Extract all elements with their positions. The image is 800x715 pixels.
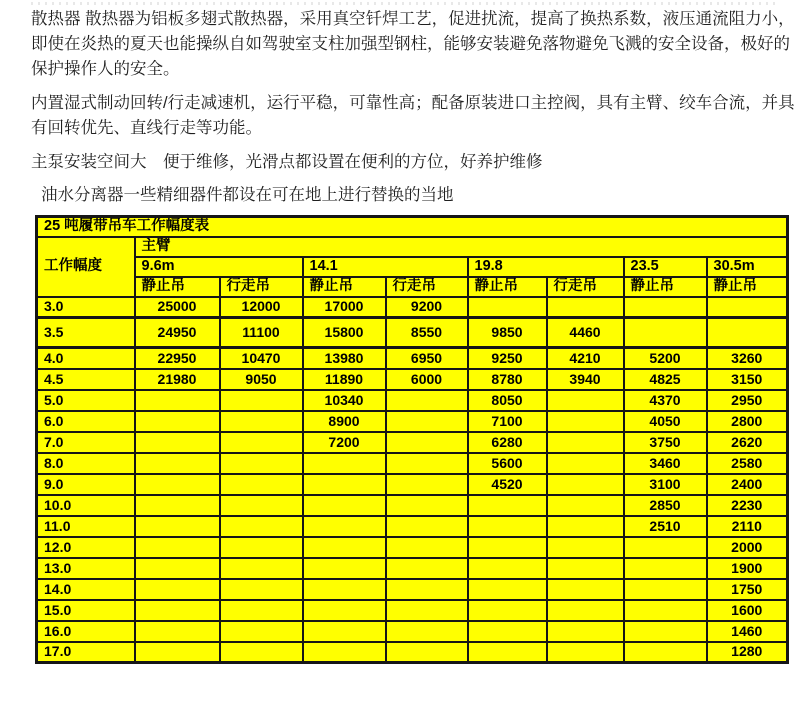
capacity-cell: 3100	[624, 474, 707, 495]
capacity-cell	[220, 474, 303, 495]
capacity-cell: 1600	[707, 600, 788, 621]
capacity-cell: 1460	[707, 621, 788, 642]
table-row	[37, 411, 788, 432]
boom-length-cell: 9.6m	[135, 257, 303, 277]
capacity-cell	[624, 642, 707, 663]
capacity-cell	[303, 474, 386, 495]
capacity-cell	[220, 642, 303, 663]
table-row	[37, 348, 788, 369]
capacity-cell: 13980	[303, 348, 386, 369]
capacity-cell: 2580	[707, 453, 788, 474]
capacity-cell: 4210	[547, 348, 624, 369]
capacity-cell: 9850	[468, 318, 547, 348]
capacity-cell: 25000	[135, 297, 220, 318]
capacity-cell	[547, 495, 624, 516]
table-title-cell: 25 吨履带吊车工作幅度表	[37, 217, 788, 237]
capacity-cell	[220, 411, 303, 432]
amplitude-cell: 3.5	[37, 318, 135, 348]
capacity-cell	[547, 579, 624, 600]
capacity-cell	[547, 474, 624, 495]
table-row	[37, 318, 788, 348]
capacity-cell: 4520	[468, 474, 547, 495]
capacity-cell	[547, 621, 624, 642]
capacity-cell	[303, 558, 386, 579]
capacity-cell: 7200	[303, 432, 386, 453]
capacity-cell	[707, 297, 788, 318]
capacity-cell	[303, 453, 386, 474]
capacity-cell: 2620	[707, 432, 788, 453]
capacity-cell: 21980	[135, 369, 220, 390]
boom-length-cell: 14.1	[303, 257, 468, 277]
capacity-cell	[220, 621, 303, 642]
capacity-cell	[386, 453, 468, 474]
amplitude-cell: 17.0	[37, 642, 135, 663]
capacity-cell: 8900	[303, 411, 386, 432]
capacity-cell: 1900	[707, 558, 788, 579]
capacity-cell	[624, 318, 707, 348]
table-row	[37, 237, 788, 257]
capacity-cell: 4050	[624, 411, 707, 432]
table-row	[37, 369, 788, 390]
main-boom-header-cell: 主臂	[135, 237, 788, 257]
capacity-cell	[547, 642, 624, 663]
capacity-cell: 3260	[707, 348, 788, 369]
amplitude-cell: 4.0	[37, 348, 135, 369]
hoist-type-cell: 静止吊	[135, 277, 220, 297]
capacity-cell	[386, 579, 468, 600]
capacity-cell	[468, 600, 547, 621]
capacity-cell	[707, 318, 788, 348]
amplitude-cell: 5.0	[37, 390, 135, 411]
capacity-cell: 6000	[386, 369, 468, 390]
capacity-cell: 22950	[135, 348, 220, 369]
capacity-cell	[624, 558, 707, 579]
amplitude-cell: 10.0	[37, 495, 135, 516]
capacity-cell: 3150	[707, 369, 788, 390]
capacity-cell: 2400	[707, 474, 788, 495]
capacity-cell: 2230	[707, 495, 788, 516]
paragraph-main-pump: 主泵安装空间大 便于维修，光滑点都设置在便利的方位，好养护维修	[31, 153, 543, 171]
table-row	[37, 642, 788, 663]
capacity-cell: 2510	[624, 516, 707, 537]
capacity-cell	[624, 537, 707, 558]
amplitude-header-cell: 工作幅度	[37, 237, 135, 297]
capacity-cell	[135, 516, 220, 537]
capacity-cell: 12000	[220, 297, 303, 318]
amplitude-cell: 12.0	[37, 537, 135, 558]
table-row	[37, 453, 788, 474]
boom-length-cell: 19.8	[468, 257, 624, 277]
capacity-cell	[303, 579, 386, 600]
capacity-cell	[547, 297, 624, 318]
capacity-cell	[303, 621, 386, 642]
capacity-cell	[135, 537, 220, 558]
table-row	[37, 390, 788, 411]
capacity-cell	[135, 495, 220, 516]
boom-length-cell: 23.5	[624, 257, 707, 277]
capacity-cell	[386, 390, 468, 411]
capacity-cell: 3940	[547, 369, 624, 390]
amplitude-cell: 13.0	[37, 558, 135, 579]
amplitude-cell: 16.0	[37, 621, 135, 642]
amplitude-cell: 9.0	[37, 474, 135, 495]
capacity-cell: 15800	[303, 318, 386, 348]
capacity-cell: 10470	[220, 348, 303, 369]
capacity-cell	[468, 516, 547, 537]
capacity-cell	[386, 516, 468, 537]
paragraph-radiator: 散热器 散热器为铝板多翅式散热器，采用真空钎焊工艺，促进扰流，提高了换热系数，液压通流阻力小，即使在炎热的夏天也能操纵自如驾驶室支柱加强型钢柱，能够安装避免落物避免飞溅的安全设备，极好的保护操作人的安全。	[31, 10, 795, 78]
capacity-cell	[135, 432, 220, 453]
capacity-cell	[386, 558, 468, 579]
capacity-cell: 5200	[624, 348, 707, 369]
hoist-type-cell: 行走吊	[547, 277, 624, 297]
capacity-cell	[547, 411, 624, 432]
capacity-cell	[135, 600, 220, 621]
table-row	[37, 558, 788, 579]
capacity-cell	[135, 579, 220, 600]
amplitude-cell: 14.0	[37, 579, 135, 600]
capacity-cell: 8050	[468, 390, 547, 411]
amplitude-cell: 6.0	[37, 411, 135, 432]
capacity-cell	[547, 432, 624, 453]
capacity-cell	[135, 642, 220, 663]
capacity-cell	[468, 558, 547, 579]
amplitude-cell: 15.0	[37, 600, 135, 621]
capacity-cell: 2800	[707, 411, 788, 432]
table-row	[37, 495, 788, 516]
capacity-cell: 10340	[303, 390, 386, 411]
capacity-cell	[624, 621, 707, 642]
table-row	[37, 600, 788, 621]
capacity-cell	[303, 600, 386, 621]
capacity-cell	[468, 495, 547, 516]
capacity-cell: 1750	[707, 579, 788, 600]
capacity-cell: 2850	[624, 495, 707, 516]
capacity-cell	[468, 621, 547, 642]
capacity-cell	[624, 579, 707, 600]
paragraph-oil-water-separator: 油水分离器一些精细器件都设在可在地上进行替换的当地	[41, 186, 454, 204]
table-row	[37, 257, 788, 277]
capacity-cell	[386, 642, 468, 663]
boom-length-cell: 30.5m	[707, 257, 788, 277]
capacity-cell	[303, 495, 386, 516]
capacity-cell	[220, 537, 303, 558]
capacity-cell	[468, 537, 547, 558]
capacity-cell	[135, 621, 220, 642]
capacity-cell: 8780	[468, 369, 547, 390]
amplitude-cell: 7.0	[37, 432, 135, 453]
capacity-cell	[220, 432, 303, 453]
capacity-cell: 2000	[707, 537, 788, 558]
capacity-cell	[220, 600, 303, 621]
capacity-cell	[547, 600, 624, 621]
capacity-cell	[220, 453, 303, 474]
amplitude-cell: 8.0	[37, 453, 135, 474]
capacity-cell: 3460	[624, 453, 707, 474]
capacity-cell: 3750	[624, 432, 707, 453]
table-row	[37, 621, 788, 642]
capacity-cell	[303, 516, 386, 537]
table-row	[37, 217, 788, 237]
capacity-cell: 2950	[707, 390, 788, 411]
capacity-cell: 4460	[547, 318, 624, 348]
hoist-type-cell: 静止吊	[303, 277, 386, 297]
table-row	[37, 297, 788, 318]
capacity-cell	[468, 579, 547, 600]
capacity-cell	[386, 495, 468, 516]
capacity-cell	[303, 642, 386, 663]
hoist-type-cell: 行走吊	[220, 277, 303, 297]
table-row	[37, 277, 788, 297]
table-row	[37, 432, 788, 453]
amplitude-cell: 11.0	[37, 516, 135, 537]
table-row	[37, 516, 788, 537]
capacity-cell	[303, 537, 386, 558]
capacity-cell: 1280	[707, 642, 788, 663]
capacity-cell: 8550	[386, 318, 468, 348]
capacity-cell: 9050	[220, 369, 303, 390]
hoist-type-cell: 静止吊	[707, 277, 788, 297]
clipped-text-top	[31, 2, 776, 5]
capacity-cell	[135, 474, 220, 495]
capacity-cell	[220, 516, 303, 537]
hoist-type-cell: 静止吊	[624, 277, 707, 297]
capacity-cell: 17000	[303, 297, 386, 318]
amplitude-cell: 4.5	[37, 369, 135, 390]
hoist-type-cell: 行走吊	[386, 277, 468, 297]
capacity-cell	[220, 579, 303, 600]
capacity-cell: 4370	[624, 390, 707, 411]
paragraph-reducer: 内置湿式制动回转/行走减速机，运行平稳，可靠性高；配备原装进口主控阀，具有主臂、绞车合流，并具有回转优先、直线行走等功能。	[31, 94, 795, 137]
capacity-cell: 6280	[468, 432, 547, 453]
capacity-cell	[220, 390, 303, 411]
capacity-cell: 9200	[386, 297, 468, 318]
capacity-cell	[386, 537, 468, 558]
capacity-cell: 11100	[220, 318, 303, 348]
capacity-cell: 7100	[468, 411, 547, 432]
capacity-cell	[135, 558, 220, 579]
capacity-cell	[468, 642, 547, 663]
hoist-type-cell: 静止吊	[468, 277, 547, 297]
crane-working-range-table	[35, 215, 789, 664]
capacity-cell	[547, 558, 624, 579]
capacity-cell	[547, 516, 624, 537]
capacity-cell: 4825	[624, 369, 707, 390]
capacity-cell	[386, 474, 468, 495]
capacity-cell: 9250	[468, 348, 547, 369]
capacity-cell	[220, 558, 303, 579]
capacity-cell: 2110	[707, 516, 788, 537]
capacity-cell	[547, 453, 624, 474]
capacity-cell	[386, 432, 468, 453]
table-body	[37, 217, 788, 663]
capacity-cell: 11890	[303, 369, 386, 390]
capacity-cell: 24950	[135, 318, 220, 348]
capacity-cell	[386, 621, 468, 642]
capacity-cell	[547, 390, 624, 411]
capacity-cell	[624, 297, 707, 318]
capacity-cell	[135, 411, 220, 432]
capacity-cell	[624, 600, 707, 621]
amplitude-cell: 3.0	[37, 297, 135, 318]
table-row	[37, 579, 788, 600]
capacity-cell	[547, 537, 624, 558]
capacity-cell: 5600	[468, 453, 547, 474]
capacity-cell	[386, 600, 468, 621]
table-row	[37, 537, 788, 558]
capacity-cell	[135, 390, 220, 411]
capacity-cell	[135, 453, 220, 474]
table-row	[37, 474, 788, 495]
capacity-cell	[220, 495, 303, 516]
capacity-cell	[468, 297, 547, 318]
capacity-cell	[386, 411, 468, 432]
capacity-cell: 6950	[386, 348, 468, 369]
